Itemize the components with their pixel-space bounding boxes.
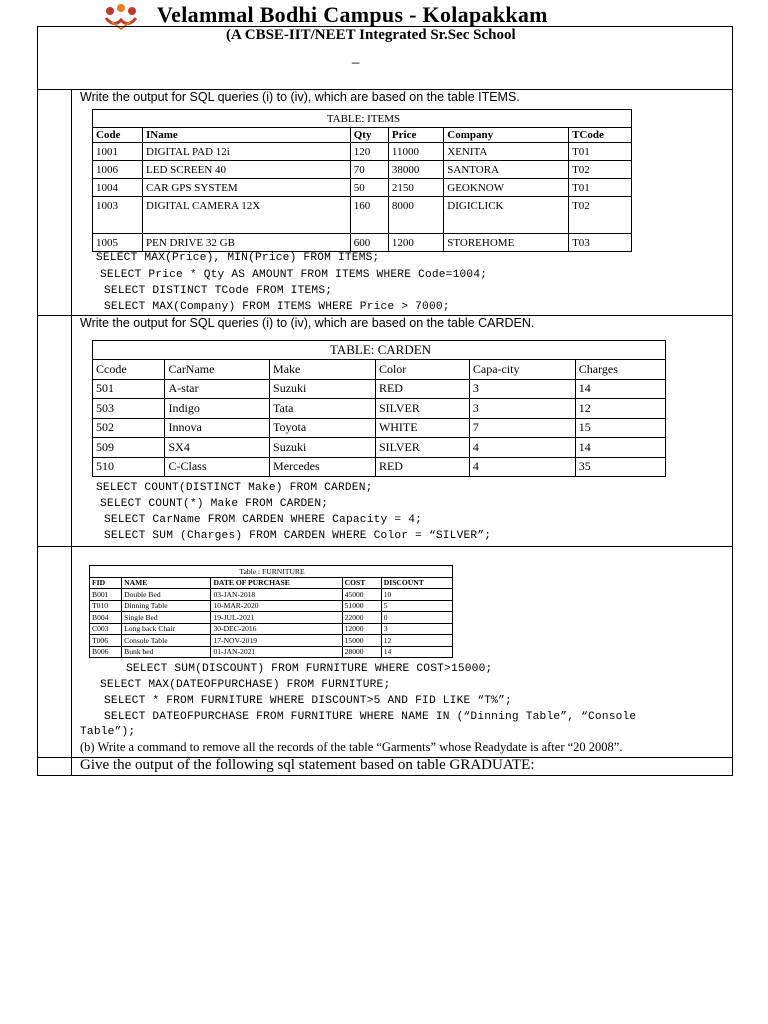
table-row [90,646,453,658]
q1-instruction: Write the output for SQL queries (i) to (iv), which are based on the table ITEMS. [80,90,520,104]
table-cell: 12 [575,399,665,419]
table-cell: 03-JAN-2018 [211,589,342,601]
table-cell: 12 [381,635,452,647]
table-row [90,612,453,624]
furniture-col-fid: FID [90,577,122,589]
table-cell: 22000 [342,612,381,624]
q3-query-3: SELECT * FROM FURNITURE WHERE DISCOUNT>5 AND FID LIKE “T%”; [104,695,512,707]
table-row [90,589,453,601]
table-cell: LED SCREEN 40 [143,161,351,179]
carden-col-ccode: Ccode [93,360,165,380]
q2-query-3: SELECT CarName FROM CARDEN WHERE Capacity = 4; [104,514,423,526]
table-row [93,161,632,179]
school-subtitle: (A CBSE-IIT/NEET Integrated Sr.Sec School [226,27,516,43]
table-cell: Single Bed [122,612,211,624]
table-cell: 3 [469,379,575,399]
q3-query-2: SELECT MAX(DATEOFPURCHASE) FROM FURNITURE; [100,679,391,691]
furniture-col-date: DATE OF PURCHASE [211,577,342,589]
table-cell: 70 [350,161,388,179]
table-row [93,143,632,161]
table-row [93,457,666,477]
table-cell: B004 [90,612,122,624]
table-cell: 1005 [93,234,143,252]
table-cell: 45000 [342,589,381,601]
table-cell: 3 [469,399,575,419]
table-row [93,418,666,438]
q1-query-4: SELECT MAX(Company) FROM ITEMS WHERE Price > 7000; [104,301,450,313]
table-cell: 1004 [93,179,143,197]
items-col-iname: IName [143,128,351,143]
table-cell: 4 [469,457,575,477]
table-cell: 501 [93,379,165,399]
table-cell: 01-JAN-2021 [211,646,342,658]
table-cell: 503 [93,399,165,419]
table-cell: 1006 [93,161,143,179]
table-cell: Innova [165,418,270,438]
table-cell: 30-DEC-2016 [211,623,342,635]
table-cell: DIGITAL PAD 12i [143,143,351,161]
items-table [92,109,632,252]
table-row [93,197,632,234]
table-cell: Double Bed [122,589,211,601]
table-row [90,635,453,647]
table-cell: T01 [569,179,632,197]
table-cell: 35 [575,457,665,477]
table-cell: 120 [350,143,388,161]
table-row [93,379,666,399]
carden-table-title: TABLE: CARDEN [93,341,666,360]
items-col-qty: Qty [350,128,388,143]
table-cell: RED [375,379,469,399]
table-cell: 600 [350,234,388,252]
table-cell: 2150 [388,179,443,197]
table-cell: B006 [90,646,122,658]
table-row [93,399,666,419]
table-cell: SANTORA [444,161,569,179]
table-cell: A-star [165,379,270,399]
table-cell: 10 [381,589,452,601]
table-cell: Dinning Table [122,600,211,612]
table-cell: 160 [350,197,388,234]
furniture-col-name: NAME [122,577,211,589]
table-cell: Tata [270,399,376,419]
q1-query-2: SELECT Price * Qty AS AMOUNT FROM ITEMS WHERE Code=1004; [100,269,488,281]
table-cell: 14 [575,438,665,458]
table-cell: 50 [350,179,388,197]
furniture-col-cost: COST [342,577,381,589]
table-cell: 8000 [388,197,443,234]
table-cell: 510 [93,457,165,477]
q4-instruction: Give the output of the following sql statement based on table GRADUATE: [80,757,535,773]
table-row [93,234,632,252]
items-col-code: Code [93,128,143,143]
table-cell: SX4 [165,438,270,458]
table-cell: 509 [93,438,165,458]
table-cell: 7 [469,418,575,438]
table-cell: DIGITAL CAMERA 12X [143,197,351,234]
table-cell: 14 [575,379,665,399]
table-cell: WHITE [375,418,469,438]
carden-col-make: Make [270,360,376,380]
table-cell: DIGICLICK [444,197,569,234]
grid-number-column-divider [71,89,72,776]
grid-right-border [732,26,733,776]
table-cell: GEOKNOW [444,179,569,197]
table-cell: 502 [93,418,165,438]
items-col-tcode: TCode [569,128,632,143]
header-rule-left [37,26,95,27]
carden-col-capacity: Capa-city [469,360,575,380]
table-cell: Indigo [165,399,270,419]
q3-query-4-continued: Table”); [80,726,136,738]
table-cell: Toyota [270,418,376,438]
table-row [93,179,632,197]
table-cell: XENITA [444,143,569,161]
table-cell: B001 [90,589,122,601]
grid-bottom-border [37,775,732,776]
furniture-table-title: Table : FURNITURE [90,566,453,578]
table-cell: SILVER [375,399,469,419]
q3-part-b: (b) Write a command to remove all the records of the table “Garments” whose Readydate is after “20 2008”. [80,740,623,754]
items-col-price: Price [388,128,443,143]
carden-table [92,340,666,477]
q3-query-4: SELECT DATEOFPURCHASE FROM FURNITURE WHERE NAME IN (“Dinning Table”, “Console [104,711,637,723]
grid-left-border [37,26,38,776]
header-dash: _ [352,49,360,64]
table-cell: 15000 [342,635,381,647]
table-cell: RED [375,457,469,477]
carden-col-charges: Charges [575,360,665,380]
q2-query-4: SELECT SUM (Charges) FROM CARDEN WHERE Color = “SILVER”; [104,530,492,542]
table-cell: 11000 [388,143,443,161]
table-cell: T02 [569,197,632,234]
table-cell: T02 [569,161,632,179]
q3-query-1: SELECT SUM(DISCOUNT) FROM FURNITURE WHERE COST>15000; [126,663,493,675]
carden-col-carname: CarName [165,360,270,380]
table-cell: 19-JUL-2021 [211,612,342,624]
table-cell: STOREHOME [444,234,569,252]
q2-query-2: SELECT COUNT(*) Make FROM CARDEN; [100,498,329,510]
furniture-col-discount: DISCOUNT [381,577,452,589]
table-cell: C-Class [165,457,270,477]
table-cell: 14 [381,646,452,658]
table-cell: 10-MAR-2020 [211,600,342,612]
table-row [90,600,453,612]
table-cell: 15 [575,418,665,438]
table-cell: Suzuki [270,438,376,458]
table-cell: CAR GPS SYSTEM [143,179,351,197]
table-cell: T01 [569,143,632,161]
table-cell: Console Table [122,635,211,647]
table-cell: 12000 [342,623,381,635]
table-cell: 1003 [93,197,143,234]
table-cell: Mercedes [270,457,376,477]
header-rule-right [672,26,732,27]
furniture-table [89,565,453,658]
table-row [90,623,453,635]
q1-query-1: SELECT MAX(Price), MIN(Price) FROM ITEMS; [96,252,380,264]
q2-query-1: SELECT COUNT(DISTINCT Make) FROM CARDEN; [96,482,373,494]
table-cell: 3 [381,623,452,635]
table-cell: 1200 [388,234,443,252]
table-cell: SILVER [375,438,469,458]
grid-row-divider-3 [37,546,732,547]
table-cell: Bunk bed [122,646,211,658]
table-cell: T006 [90,635,122,647]
table-cell: T03 [569,234,632,252]
table-cell: 5 [381,600,452,612]
table-cell: 28000 [342,646,381,658]
grid-top-border [95,26,672,27]
table-row [93,438,666,458]
table-cell: 17-NOV-2019 [211,635,342,647]
table-cell: 38000 [388,161,443,179]
table-cell: C003 [90,623,122,635]
school-name: Velammal Bodhi Campus - Kolapakkam [157,2,548,27]
table-cell: T010 [90,600,122,612]
q1-query-3: SELECT DISTINCT TCode FROM ITEMS; [104,285,333,297]
table-cell: 4 [469,438,575,458]
table-cell: 0 [381,612,452,624]
table-cell: 1001 [93,143,143,161]
table-cell: 51000 [342,600,381,612]
table-cell: PEN DRIVE 32 GB [143,234,351,252]
carden-col-color: Color [375,360,469,380]
table-cell: Suzuki [270,379,376,399]
q2-instruction: Write the output for SQL queries (i) to (iv), which are based on the table CARDEN. [80,316,535,330]
table-cell: Long back Chair [122,623,211,635]
items-table-title: TABLE: ITEMS [93,110,632,128]
items-col-company: Company [444,128,569,143]
